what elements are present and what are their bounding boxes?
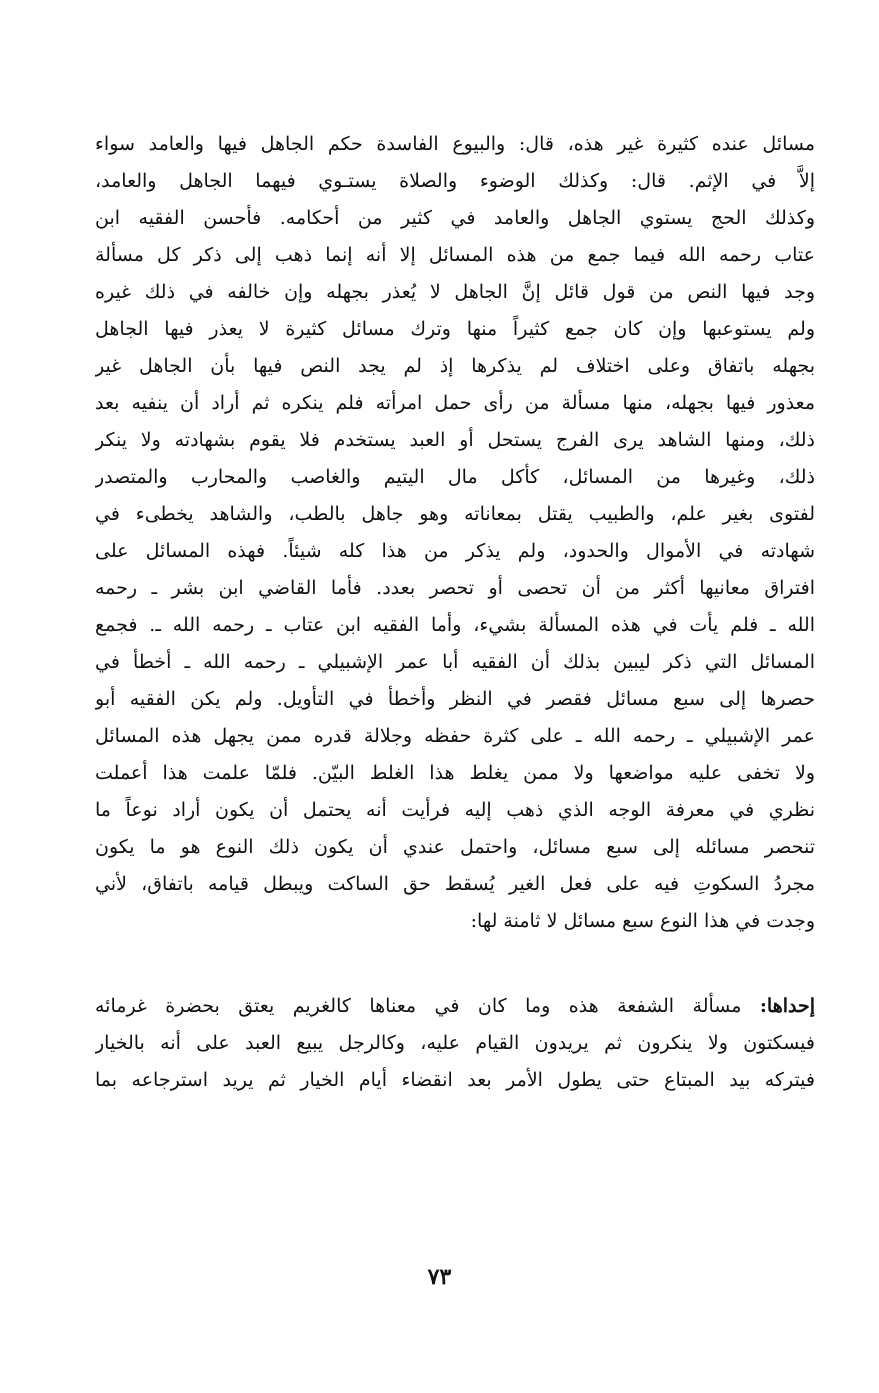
text-line: مسائل عنده كثيرة غير هذه، قال: والبيوع الفاسدة حكم الجاهل فيها والعامد سواء — [95, 133, 815, 155]
text-line: لفتوى بغير علم، والطبيب يقتل بمعاناته وهو جاهل بالطب، والشاهد يخطىء في — [95, 503, 815, 525]
text-line: المسائل التي ذكر ليبين بذلك أن الفقيه أبا عمر الإشبيلي ـ رحمه الله ـ أخطأ في — [95, 651, 815, 673]
text-line: ولم يستوعبها وإن كان جمع كثيراً منها وترك مسائل كثيرة لا يعذر فيها الجاهل — [95, 318, 815, 340]
text-line: ذلك، وغيرها من المسائل، كأكل مال اليتيم والغاصب والمحارب والمتصدر — [95, 466, 815, 488]
text-line: تنحصر مسائله إلى سبع مسائل، واحتمل عندي أن يكون ذلك النوع هو ما يكون — [95, 836, 815, 858]
page-body — [95, 126, 815, 1099]
text-line: وكذلك الحج يستوي الجاهل والعامد في كثير من أحكامه. فأحسن الفقيه ابن — [95, 207, 815, 229]
text-line — [95, 988, 815, 1025]
text-line: عتاب رحمه الله فيما جمع من هذه المسائل إلا أنه إنما ذهب إلى ذكر كل مسألة — [95, 244, 815, 266]
text-line: فيسكتون ولا ينكرون ثم يريدون القيام عليه، وكالرجل يبيع العبد على أنه بالخيار — [95, 1032, 815, 1054]
text-run: مسألة الشفعة هذه وما كان في معناها كالغريم يعتق بحضرة غرمائه — [95, 995, 760, 1017]
page-number: ٧٣ — [427, 1264, 452, 1290]
text-line: وجدت في هذا النوع سبع مسائل لا ثامنة لها: — [470, 910, 815, 932]
text-line: ذلك، ومنها الشاهد يرى الفرج يستحل أو العبد يستخدم فلا يقوم بشهادته ولا ينكر — [95, 429, 815, 451]
paragraph-1 — [95, 126, 815, 940]
paragraph-2 — [95, 988, 815, 1099]
text-line: نظري في معرفة الوجه الذي ذهب إليه فرأيت أنه يحتمل أن يكون أراد نوعاً ما — [95, 799, 815, 821]
text-line: شهادته في الأموال والحدود، ولم يذكر من هذا كله شيئاً. فهذه المسائل على — [95, 540, 815, 562]
paragraph-lead-word: إحداها: — [759, 995, 815, 1017]
text-line: افتراق معانيها أكثر من أن تحصى أو تحصر بعدد. فأما القاضي ابن بشر ـ رحمه — [95, 577, 815, 599]
text-line: معذور فيها بجهله، منها مسألة من رأى حمل امرأته فلم ينكره ثم أراد أن ينفيه بعد — [95, 392, 815, 414]
text-line: فيتركه بيد المبتاع حتى يطول الأمر بعد انقضاء أيام الخيار ثم يريد استرجاعه بما — [95, 1069, 815, 1091]
paragraph-spacer — [95, 940, 815, 988]
text-line: حصرها إلى سبع مسائل فقصر في النظر وأخطأ في التأويل. ولم يكن الفقيه أبو — [95, 688, 815, 710]
text-line: وجد فيها النص من قول قائل إنَّ الجاهل لا يُعذر بجهله وإن خالفه في ذلك غيره — [95, 281, 815, 303]
text-line: إلاَّ في الإثم. قال: وكذلك الوضوء والصلاة يستـوي فيهما الجاهل والعامد، — [95, 170, 815, 192]
text-line: ولا تخفى عليه مواضعها ولا ممن يغلط هذا الغلط البيّن. فلمّا علمت هذا أعملت — [95, 762, 815, 784]
text-line: بجهله باتفاق وعلى اختلاف لم يذكرها إذ لم يجد النص فيها بأن الجاهل غير — [95, 355, 815, 377]
text-line: الله ـ فلم يأت في هذه المسألة بشيء، وأما الفقيه ابن عتاب ـ رحمه الله ـ. فجمع — [95, 614, 815, 636]
text-line: مجردُ السكوتِ فيه على فعل الغير يُسقط حق الساكت ويبطل قيامه باتفاق، لأني — [95, 873, 815, 895]
text-line: عمر الإشبيلي ـ رحمه الله ـ على كثرة حفظه وجلالة قدره ممن يجهل هذه المسائل — [95, 725, 815, 747]
